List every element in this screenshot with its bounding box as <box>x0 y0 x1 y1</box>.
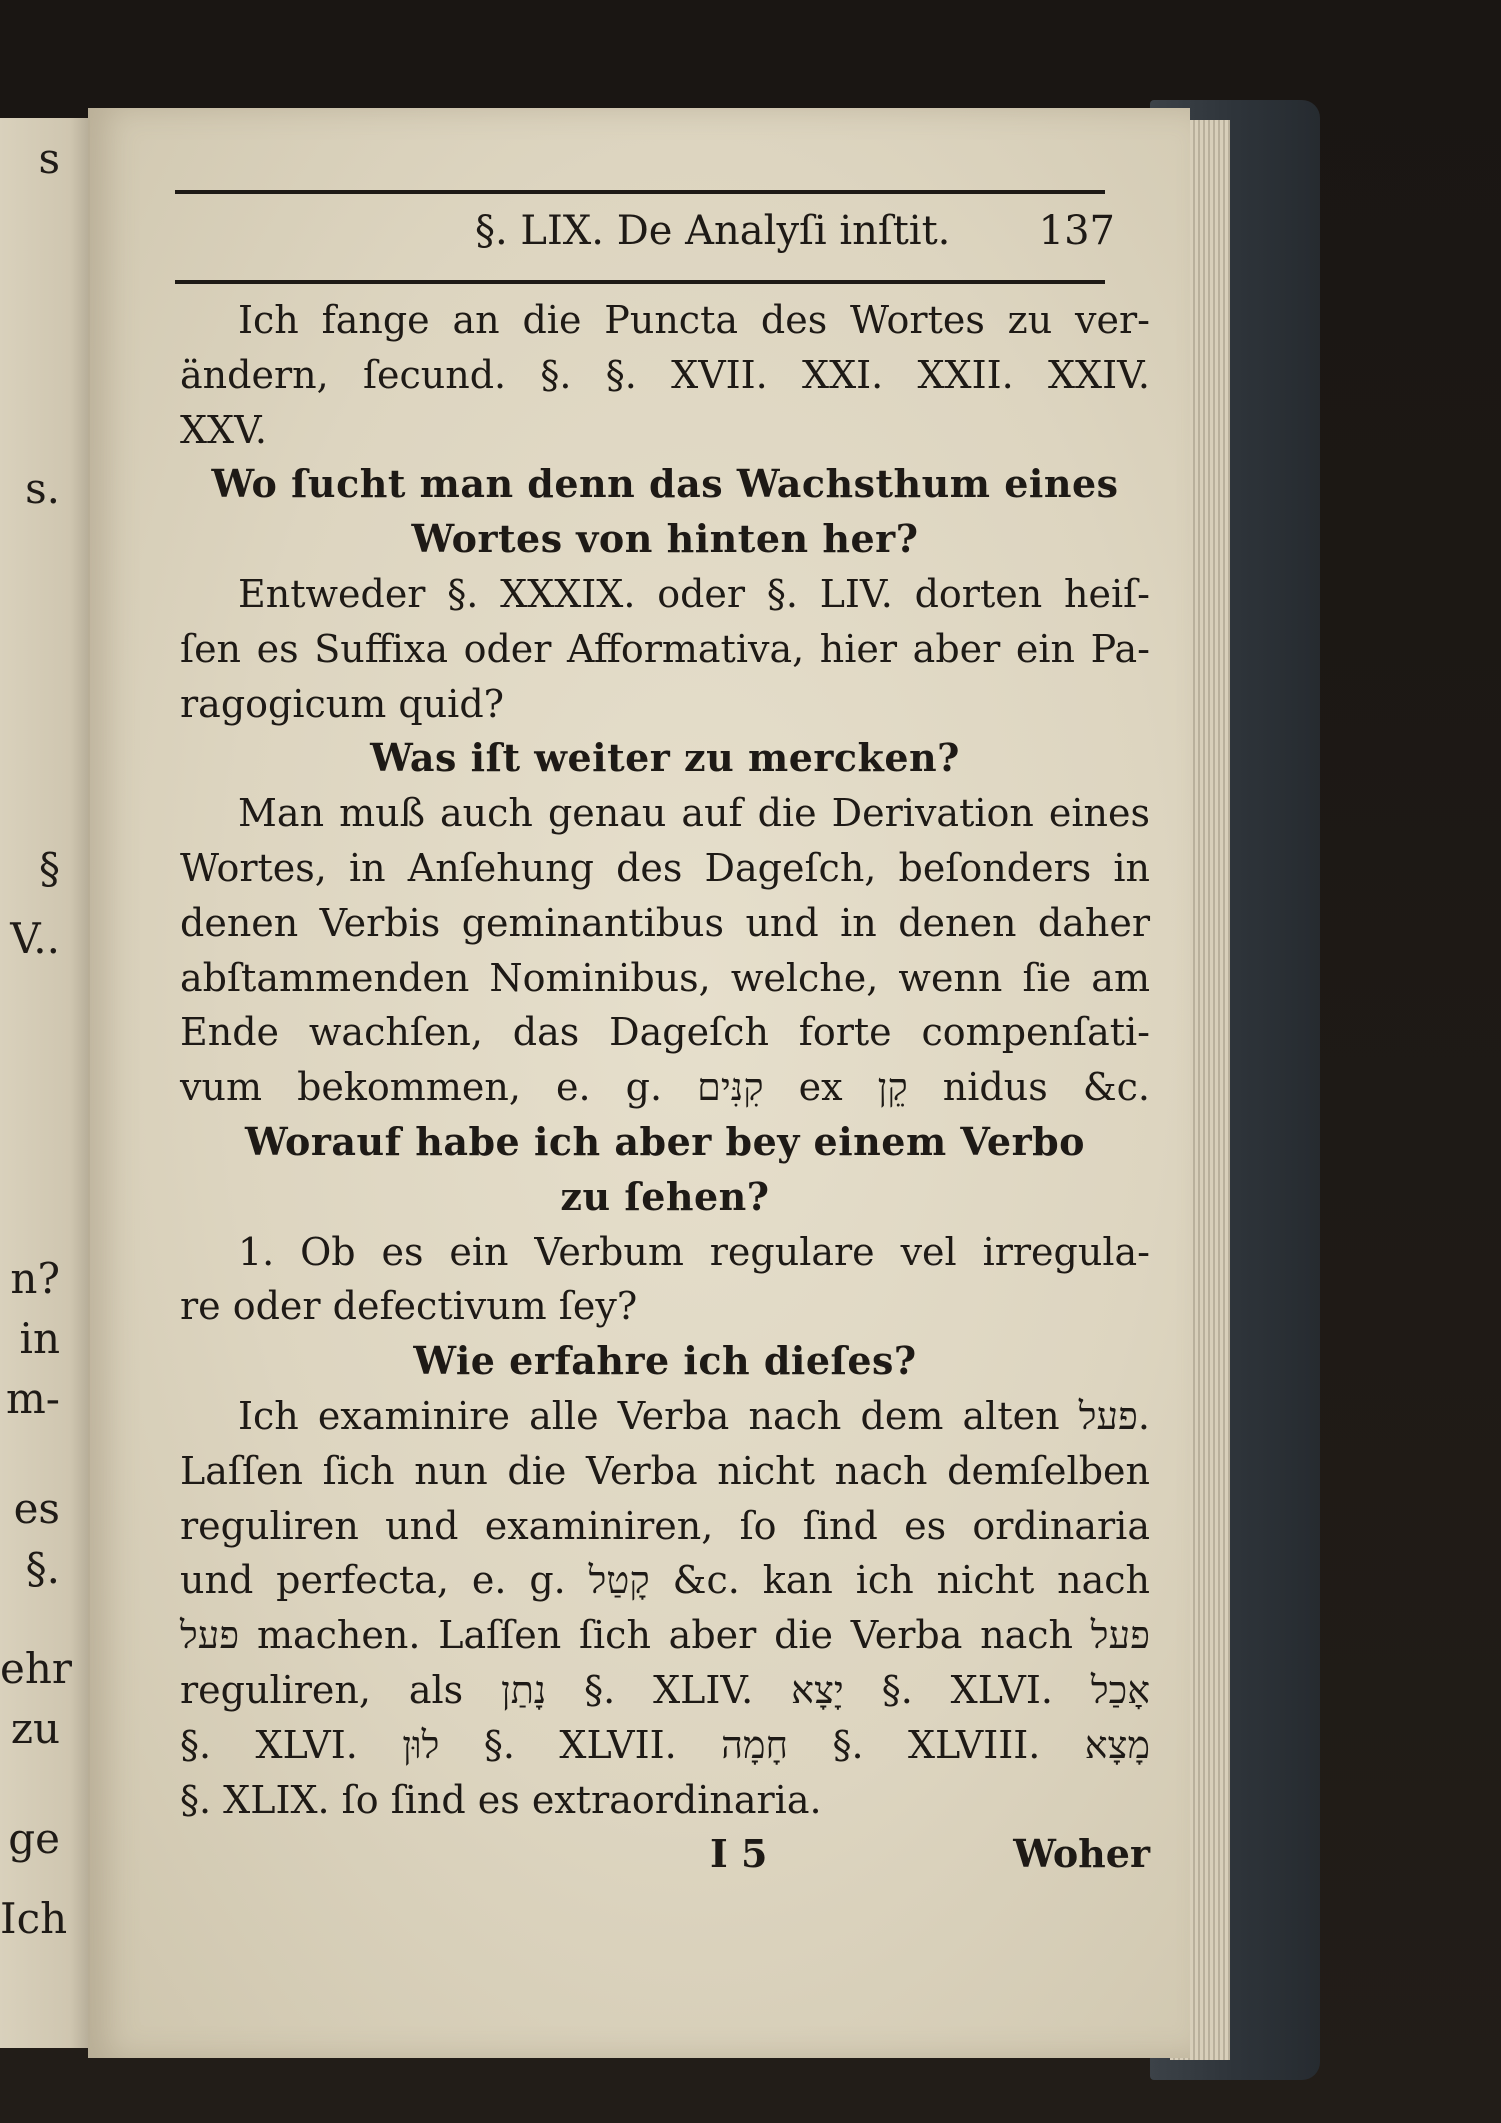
question-heading: Was iſt weiter zu mercken? <box>370 735 960 781</box>
text-line: reguliren, als נָתַן §. XLIV. יָצָא §. XLVI. אָכַל <box>180 1667 1150 1712</box>
text-line: Ich examinire alle Verba nach dem alten פעל. <box>238 1393 1150 1438</box>
page-number: 137 <box>1038 208 1115 254</box>
text-line: XXV. <box>180 407 267 452</box>
page-body <box>180 293 1150 1882</box>
left-page-fragment: s. <box>25 464 60 513</box>
text-line: Entweder §. XXXIX. oder §. LIV. dorten heiſ- <box>238 571 1150 616</box>
running-head-title: §. LIX. De Analyſi inſtit. <box>475 208 951 254</box>
left-page-fragment: in <box>19 1314 60 1363</box>
text-line: re oder defectivum ſey? <box>180 1284 638 1329</box>
left-page-fragment: Ich <box>0 1894 68 1943</box>
left-page-fragment: ge <box>8 1814 60 1863</box>
question-heading: zu ſehen? <box>560 1173 770 1219</box>
left-page-fragment: §. <box>25 1544 60 1593</box>
question-heading: Wortes von hinten her? <box>411 516 919 562</box>
text-line: §. XLVI. לוּן §. XLVII. חָמָה §. XLVIII. מָצָא <box>180 1722 1150 1767</box>
question-heading: Wo ſucht man denn das Wachsthum eines <box>211 461 1119 507</box>
left-page-fragment: n? <box>10 1254 60 1303</box>
text-line: reguliren und examiniren, ſo ſind es ordinaria <box>180 1503 1150 1548</box>
left-page-fragment: es <box>13 1484 60 1533</box>
left-page-fragment: § <box>39 844 60 893</box>
question-heading: Wie erfahre ich dieſes? <box>413 1338 917 1384</box>
text-line: ragogicum quid? <box>180 681 505 726</box>
text-line: Laſſen ſich nun die Verba nicht nach demſelben <box>180 1448 1150 1493</box>
catchword: Woher <box>1013 1831 1150 1877</box>
question-heading: Worauf habe ich aber bey einem Verbo <box>244 1118 1086 1164</box>
text-line: vum bekommen, e. g. קִנִּים ex קֵן nidus &c. <box>180 1065 1151 1110</box>
top-rule <box>175 190 1105 194</box>
left-page-edge <box>0 118 100 2048</box>
left-page-fragment: s <box>38 134 60 183</box>
left-page-fragment: V.. <box>10 914 60 963</box>
text-line: §. XLIX. ſo ſind es extraordinaria. <box>180 1777 822 1822</box>
text-line: 1. Ob es ein Verbum regulare vel irregula- <box>238 1229 1150 1274</box>
left-page-fragment: m- <box>5 1374 60 1423</box>
text-line: abſtammenden Nominibus, welche, wenn ſie am <box>180 955 1150 1000</box>
running-head <box>170 208 1115 268</box>
left-page-fragment: zu <box>10 1704 60 1753</box>
text-line: Wortes, in Anſehung des Dageſch, beſonders in <box>180 845 1150 890</box>
footer-line <box>180 1827 1150 1882</box>
text-line: Man muß auch genau auf die Derivation eines <box>238 791 1150 836</box>
book-page <box>88 108 1190 2058</box>
text-line: denen Verbis geminantibus und in denen daher <box>180 900 1150 945</box>
text-line: Ich fange an die Puncta des Wortes zu ver- <box>238 298 1150 342</box>
text-line: und perfecta, e. g. קָטַל &c. kan ich nicht nach <box>180 1558 1150 1603</box>
signature-mark: I 5 <box>710 1831 768 1877</box>
text-line: פעל machen. Laſſen ſich aber die Verba nach פעל <box>180 1613 1150 1658</box>
left-page-fragment: ehr <box>0 1644 72 1693</box>
text-line: Ende wachſen, das Dageſch forte compenſati- <box>180 1010 1150 1055</box>
text-line: ändern, ſecund. §. §. XVII. XXI. XXII. XXIV. <box>180 352 1150 397</box>
head-rule <box>175 280 1105 284</box>
text-line: ſen es Suffixa oder Afformativa, hier aber ein Pa- <box>180 626 1150 671</box>
